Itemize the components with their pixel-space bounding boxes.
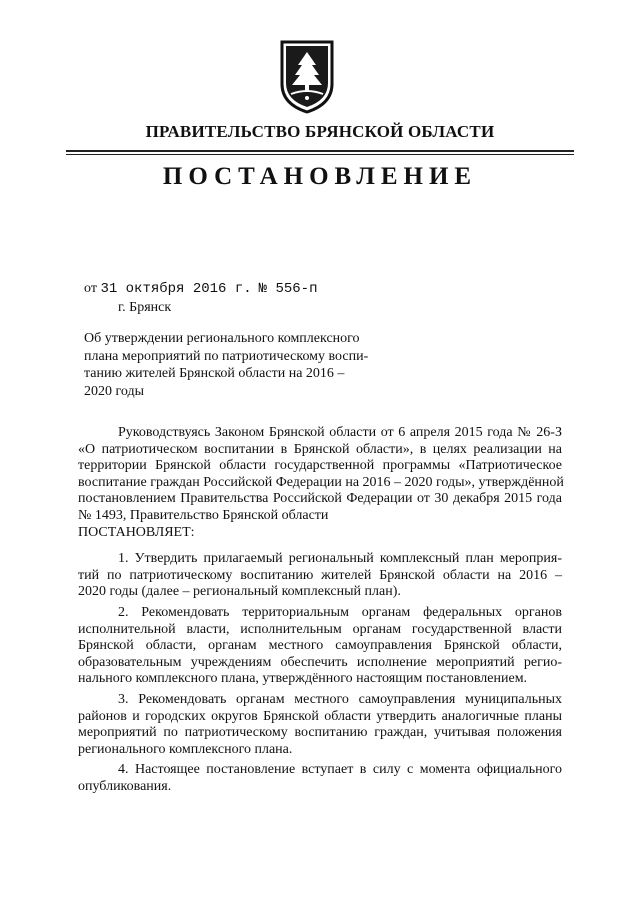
header-rule-thin xyxy=(66,154,574,155)
item-line: 4. Настоящее постановление вступает в силу с момента официального xyxy=(118,762,562,778)
document-body xyxy=(78,425,562,795)
document-type-title: ПОСТАНОВЛЕНИЕ xyxy=(162,163,478,190)
document-number: № 556-п xyxy=(258,281,318,297)
item-line: Брянской области, органам местного самоуправления Брянской области, xyxy=(78,638,562,654)
coat-of-arms-emblem xyxy=(278,38,336,116)
preamble-line: № 1493, Правительство Брянской области xyxy=(78,507,329,523)
item-line: образовательным учреждениям обеспечить исполнение мероприятий регио- xyxy=(78,654,562,670)
item-line: 1. Утвердить прилагаемый региональный комплексный план мероприя- xyxy=(118,551,562,567)
item-line: исполнительной власти, исполнительным органам государственной власти xyxy=(78,621,562,637)
item-line: 3. Рекомендовать органам местного самоуправления муниципальных xyxy=(118,691,562,707)
item-line: районов и городских округов Брянской области утвердить аналогичные планы xyxy=(78,708,562,724)
subject-line: 2020 годы xyxy=(84,383,145,399)
date-number-line xyxy=(84,281,317,297)
decree-word: ПОСТАНОВЛЯЕТ: xyxy=(78,524,195,540)
header-rule-thick xyxy=(66,150,574,152)
date-prefix: от xyxy=(84,281,97,296)
preamble-line: территории Брянской области государственной программы «Патриотическое xyxy=(78,458,562,474)
item-line: опубликования. xyxy=(78,778,172,794)
preamble-line: «О патриотическом воспитании в Брянской области», в целях реализации на xyxy=(78,441,562,457)
item-line: 2. Рекомендовать территориальным органам федеральных органов xyxy=(118,604,562,620)
item-line: тий по патриотическому воспитанию жителей Брянской области на 2016 – xyxy=(78,567,562,583)
date-value: 31 октября 2016 г. xyxy=(100,281,252,297)
government-name: ПРАВИТЕЛЬСТВО БРЯНСКОЙ ОБЛАСТИ xyxy=(145,122,495,141)
preamble-line: Руководствуясь Законом Брянской области от 6 апреля 2015 года № 26-З xyxy=(118,425,562,440)
document-subject xyxy=(84,330,374,400)
preamble-line: постановлением Правительства Российской Федерации от 30 декабря 2015 года xyxy=(78,491,562,507)
subject-line: плана мероприятий по патриотическому воспи- xyxy=(84,348,369,364)
subject-line: танию жителей Брянской области на 2016 – xyxy=(84,366,345,381)
item-line: мероприятий по патриотическому воспитанию граждан, учитывая положения xyxy=(78,725,562,741)
item-line: 2020 годы (далее – региональный комплексный план). xyxy=(78,584,401,600)
item-line: нального комплексного плана, утверждённого настоящим постановлением. xyxy=(78,671,528,687)
city-line: г. Брянск xyxy=(118,300,172,315)
preamble-line: воспитание граждан Российской Федерации на 2016 – 2020 годы», утверждённой xyxy=(78,474,564,490)
subject-line: Об утверждении регионального комплексного xyxy=(84,331,360,346)
item-line: регионального комплексного плана. xyxy=(78,741,293,757)
